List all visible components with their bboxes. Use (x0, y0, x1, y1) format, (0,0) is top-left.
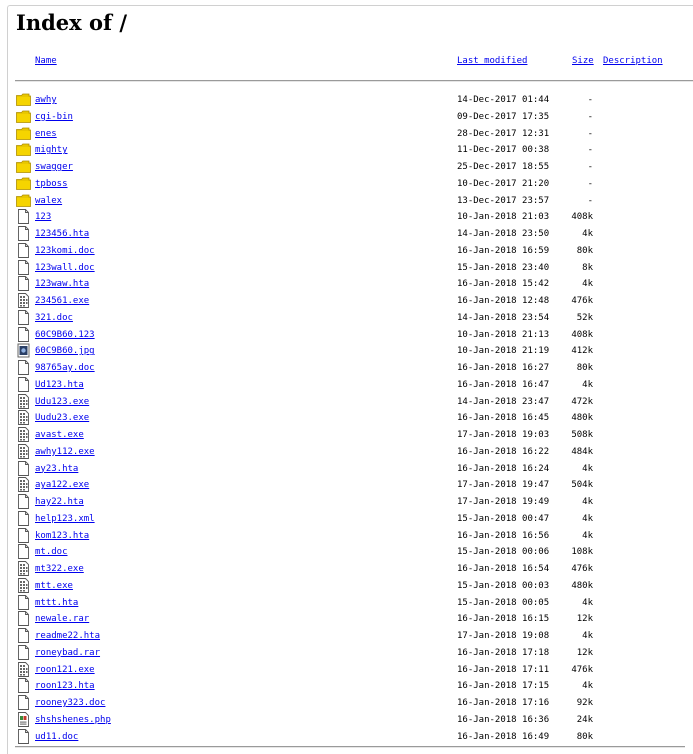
listing-row (0, 208, 693, 224)
entry-link[interactable]: 60C9B60.123 (35, 329, 95, 340)
last-modified: 16-Jan-2018 16:36 (457, 714, 550, 725)
last-modified: 17-Jan-2018 19:03 (457, 430, 550, 440)
last-modified: 16-Jan-2018 16:24 (457, 463, 550, 474)
file-icon (16, 209, 31, 224)
folder-icon (16, 126, 31, 141)
file-icon (16, 360, 31, 375)
header-divider (15, 80, 693, 82)
file-size: 504k (571, 480, 593, 491)
entry-link[interactable]: help123.xml (35, 513, 95, 524)
listing-row (0, 677, 693, 693)
listing-row (0, 342, 693, 358)
file-size: 508k (571, 430, 593, 440)
entry-link[interactable]: mt322.exe (35, 564, 84, 574)
entry-link[interactable]: 123wall.doc (35, 262, 95, 273)
file-size: 4k (582, 229, 593, 239)
listing-row (0, 376, 693, 392)
entry-link[interactable]: mt.doc (35, 547, 68, 558)
last-modified: 16-Jan-2018 16:45 (457, 413, 550, 424)
listing-row (0, 644, 693, 660)
last-modified: 16-Jan-2018 15:42 (457, 279, 550, 290)
entry-link[interactable]: avast.exe (35, 430, 84, 440)
image-file-icon (16, 343, 31, 358)
listing-row (0, 275, 693, 291)
file-size: 80k (576, 245, 593, 256)
file-icon (16, 260, 31, 275)
last-modified: 17-Jan-2018 19:47 (457, 480, 550, 491)
binary-file-icon (16, 427, 31, 442)
file-size: - (587, 111, 593, 122)
entry-link[interactable]: roneybad.rar (35, 647, 101, 658)
listing-row (0, 242, 693, 258)
file-size: 80k (576, 731, 593, 742)
listing-row (0, 527, 693, 543)
file-icon (16, 461, 31, 476)
binary-file-icon (16, 394, 31, 409)
last-modified: 15-Jan-2018 00:47 (457, 513, 550, 524)
entry-link[interactable]: mtt.exe (35, 580, 73, 591)
listing-row (0, 393, 693, 409)
entry-link[interactable]: walex (35, 195, 63, 206)
last-modified: 10-Jan-2018 21:19 (457, 346, 550, 357)
file-icon (16, 494, 31, 509)
file-size: 408k (571, 212, 593, 223)
file-size: - (587, 95, 593, 105)
listing-row (0, 292, 693, 308)
file-size: 12k (576, 647, 593, 658)
entry-link[interactable]: 123komi.doc (35, 245, 95, 256)
listing-row (0, 594, 693, 610)
file-icon (16, 695, 31, 710)
file-size: 4k (582, 279, 593, 290)
file-size: 8k (582, 262, 593, 273)
file-size: - (587, 195, 593, 206)
last-modified: 16-Jan-2018 16:27 (457, 363, 550, 373)
entry-link[interactable]: shshshenes.php (35, 714, 111, 725)
last-modified: 10-Jan-2018 21:03 (457, 212, 550, 223)
file-size: 484k (571, 446, 593, 457)
last-modified: 16-Jan-2018 16:49 (457, 731, 550, 742)
listing-row (0, 91, 693, 107)
file-size: 92k (576, 698, 593, 708)
listing-row (0, 175, 693, 191)
listing-row (0, 694, 693, 710)
file-size: 80k (576, 363, 593, 373)
binary-file-icon (16, 662, 31, 677)
last-modified: 15-Jan-2018 00:03 (457, 580, 550, 591)
entry-link[interactable]: ud11.doc (35, 731, 79, 742)
folder-icon (16, 176, 31, 191)
file-size: 412k (571, 346, 593, 357)
entry-link[interactable]: Ud123.hta (35, 379, 84, 390)
listing-row (0, 259, 693, 275)
file-icon (16, 544, 31, 559)
last-modified: 16-Jan-2018 17:16 (457, 698, 550, 708)
entry-link[interactable]: 123waw.hta (35, 279, 90, 290)
file-size: 476k (571, 564, 593, 574)
last-modified: 16-Jan-2018 16:59 (457, 245, 550, 256)
file-icon (16, 628, 31, 643)
file-size: 4k (582, 597, 593, 608)
sort-by-size-link[interactable]: Size (572, 56, 594, 66)
binary-file-icon (16, 293, 31, 308)
last-modified: 25-Dec-2017 18:55 (457, 162, 550, 172)
last-modified: 11-Dec-2017 00:38 (457, 145, 550, 156)
file-size: 480k (571, 580, 593, 591)
file-icon (16, 226, 31, 241)
binary-file-icon (16, 561, 31, 576)
file-size: 24k (576, 714, 593, 725)
binary-file-icon (16, 477, 31, 492)
file-icon (16, 327, 31, 342)
listing-row (0, 627, 693, 643)
sort-by-name-link[interactable]: Name (35, 56, 57, 66)
footer-divider (15, 746, 685, 748)
last-modified: 16-Jan-2018 17:15 (457, 681, 550, 692)
last-modified: 14-Jan-2018 23:47 (457, 396, 550, 407)
entry-link[interactable]: 321.doc (35, 312, 73, 323)
entry-link[interactable]: kom123.hta (35, 530, 90, 541)
sort-by-description-link[interactable]: Description (603, 56, 663, 66)
listing-row (0, 192, 693, 208)
folder-icon (16, 92, 31, 107)
entry-link[interactable]: 123456.hta (35, 229, 90, 239)
folder-icon (16, 142, 31, 157)
file-size: 4k (582, 463, 593, 474)
entry-link[interactable]: Uudu23.exe (35, 413, 90, 424)
last-modified: 15-Jan-2018 23:40 (457, 262, 550, 273)
file-size: - (587, 128, 593, 139)
last-modified: 16-Jan-2018 17:18 (457, 647, 550, 658)
listing-row (0, 443, 693, 459)
last-modified: 13-Dec-2017 23:57 (457, 195, 550, 206)
file-icon (16, 276, 31, 291)
folder-icon (16, 193, 31, 208)
entry-link[interactable]: cgi-bin (35, 111, 73, 122)
listing-row (0, 309, 693, 325)
binary-file-icon (16, 410, 31, 425)
file-size: 472k (571, 396, 593, 407)
entry-link[interactable]: newale.rar (35, 614, 90, 625)
last-modified: 14-Dec-2017 01:44 (457, 95, 550, 105)
listing-row (0, 560, 693, 576)
listing-row (0, 510, 693, 526)
listing-row (0, 728, 693, 744)
listing-row (0, 661, 693, 677)
last-modified: 10-Dec-2017 21:20 (457, 178, 550, 189)
listing-row (0, 158, 693, 174)
last-modified: 16-Jan-2018 16:47 (457, 379, 550, 390)
listing-row (0, 577, 693, 593)
last-modified: 16-Jan-2018 16:56 (457, 530, 550, 541)
last-modified: 14-Jan-2018 23:54 (457, 312, 550, 323)
page-title: Index of / (16, 10, 127, 35)
file-size: - (587, 178, 593, 189)
last-modified: 16-Jan-2018 16:22 (457, 446, 550, 457)
file-size: 52k (576, 312, 593, 323)
entry-link[interactable]: roon123.hta (35, 681, 95, 692)
file-icon (16, 528, 31, 543)
entry-link[interactable]: awhy (35, 95, 57, 105)
file-icon (16, 645, 31, 660)
last-modified: 17-Jan-2018 19:08 (457, 631, 550, 641)
entry-link[interactable]: mighty (35, 145, 68, 156)
last-modified: 15-Jan-2018 00:06 (457, 547, 550, 558)
listing-row (0, 108, 693, 124)
file-icon (16, 729, 31, 744)
entry-link[interactable]: enes (35, 128, 57, 139)
folder-icon (16, 109, 31, 124)
entry-link[interactable]: awhy112.exe (35, 446, 95, 457)
entry-link[interactable]: ay23.hta (35, 463, 79, 474)
entry-link[interactable]: mttt.hta (35, 597, 79, 608)
script-file-icon (16, 712, 31, 727)
last-modified: 16-Jan-2018 17:11 (457, 664, 550, 675)
entry-link[interactable]: 60C9B60.jpg (35, 346, 95, 357)
last-modified: 16-Jan-2018 16:15 (457, 614, 550, 625)
file-icon (16, 310, 31, 325)
file-size: 12k (576, 614, 593, 625)
last-modified: 17-Jan-2018 19:49 (457, 497, 550, 507)
file-size: 4k (582, 631, 593, 641)
binary-file-icon (16, 578, 31, 593)
entry-link[interactable]: swagger (35, 162, 73, 172)
file-icon (16, 595, 31, 610)
entry-link[interactable]: 234561.exe (35, 296, 90, 306)
listing-row (0, 225, 693, 241)
file-icon (16, 611, 31, 626)
entry-link[interactable]: rooney323.doc (35, 698, 106, 708)
listing-row (0, 460, 693, 476)
file-size: - (587, 145, 593, 156)
file-size: 4k (582, 681, 593, 692)
file-icon (16, 511, 31, 526)
file-size: 4k (582, 379, 593, 390)
entry-link[interactable]: readme22.hta (35, 631, 101, 641)
file-size: 476k (571, 664, 593, 675)
listing-row (0, 125, 693, 141)
file-size: 476k (571, 296, 593, 306)
listing-row (0, 326, 693, 342)
listing-row (0, 711, 693, 727)
last-modified: 09-Dec-2017 17:35 (457, 111, 550, 122)
file-icon (16, 678, 31, 693)
file-size: 4k (582, 530, 593, 541)
last-modified: 10-Jan-2018 21:13 (457, 329, 550, 340)
listing-row (0, 493, 693, 509)
binary-file-icon (16, 444, 31, 459)
listing-row (0, 426, 693, 442)
listing-row (0, 543, 693, 559)
folder-icon (16, 159, 31, 174)
entry-link[interactable]: 123 (35, 212, 52, 223)
file-size: 408k (571, 329, 593, 340)
entry-link[interactable]: aya122.exe (35, 480, 90, 491)
last-modified: 15-Jan-2018 00:05 (457, 597, 550, 608)
file-size: 108k (571, 547, 593, 558)
last-modified: 28-Dec-2017 12:31 (457, 128, 550, 139)
entry-link[interactable]: roon121.exe (35, 664, 95, 675)
last-modified: 16-Jan-2018 16:54 (457, 564, 550, 574)
file-size: 480k (571, 413, 593, 424)
listing-row (0, 141, 693, 157)
file-icon (16, 243, 31, 258)
file-icon (16, 377, 31, 392)
file-size: 4k (582, 497, 593, 507)
listing-row (0, 359, 693, 375)
listing-row (0, 476, 693, 492)
entry-link[interactable]: tpboss (35, 178, 68, 189)
file-size: 4k (582, 513, 593, 524)
entry-link[interactable]: 98765ay.doc (35, 363, 95, 373)
file-size: - (587, 162, 593, 172)
listing-row (0, 409, 693, 425)
sort-by-modified-link[interactable]: Last modified (457, 56, 528, 66)
last-modified: 16-Jan-2018 12:48 (457, 296, 550, 306)
last-modified: 14-Jan-2018 23:50 (457, 229, 550, 239)
entry-link[interactable]: Udu123.exe (35, 396, 90, 407)
listing-row (0, 610, 693, 626)
entry-link[interactable]: hay22.hta (35, 497, 84, 507)
